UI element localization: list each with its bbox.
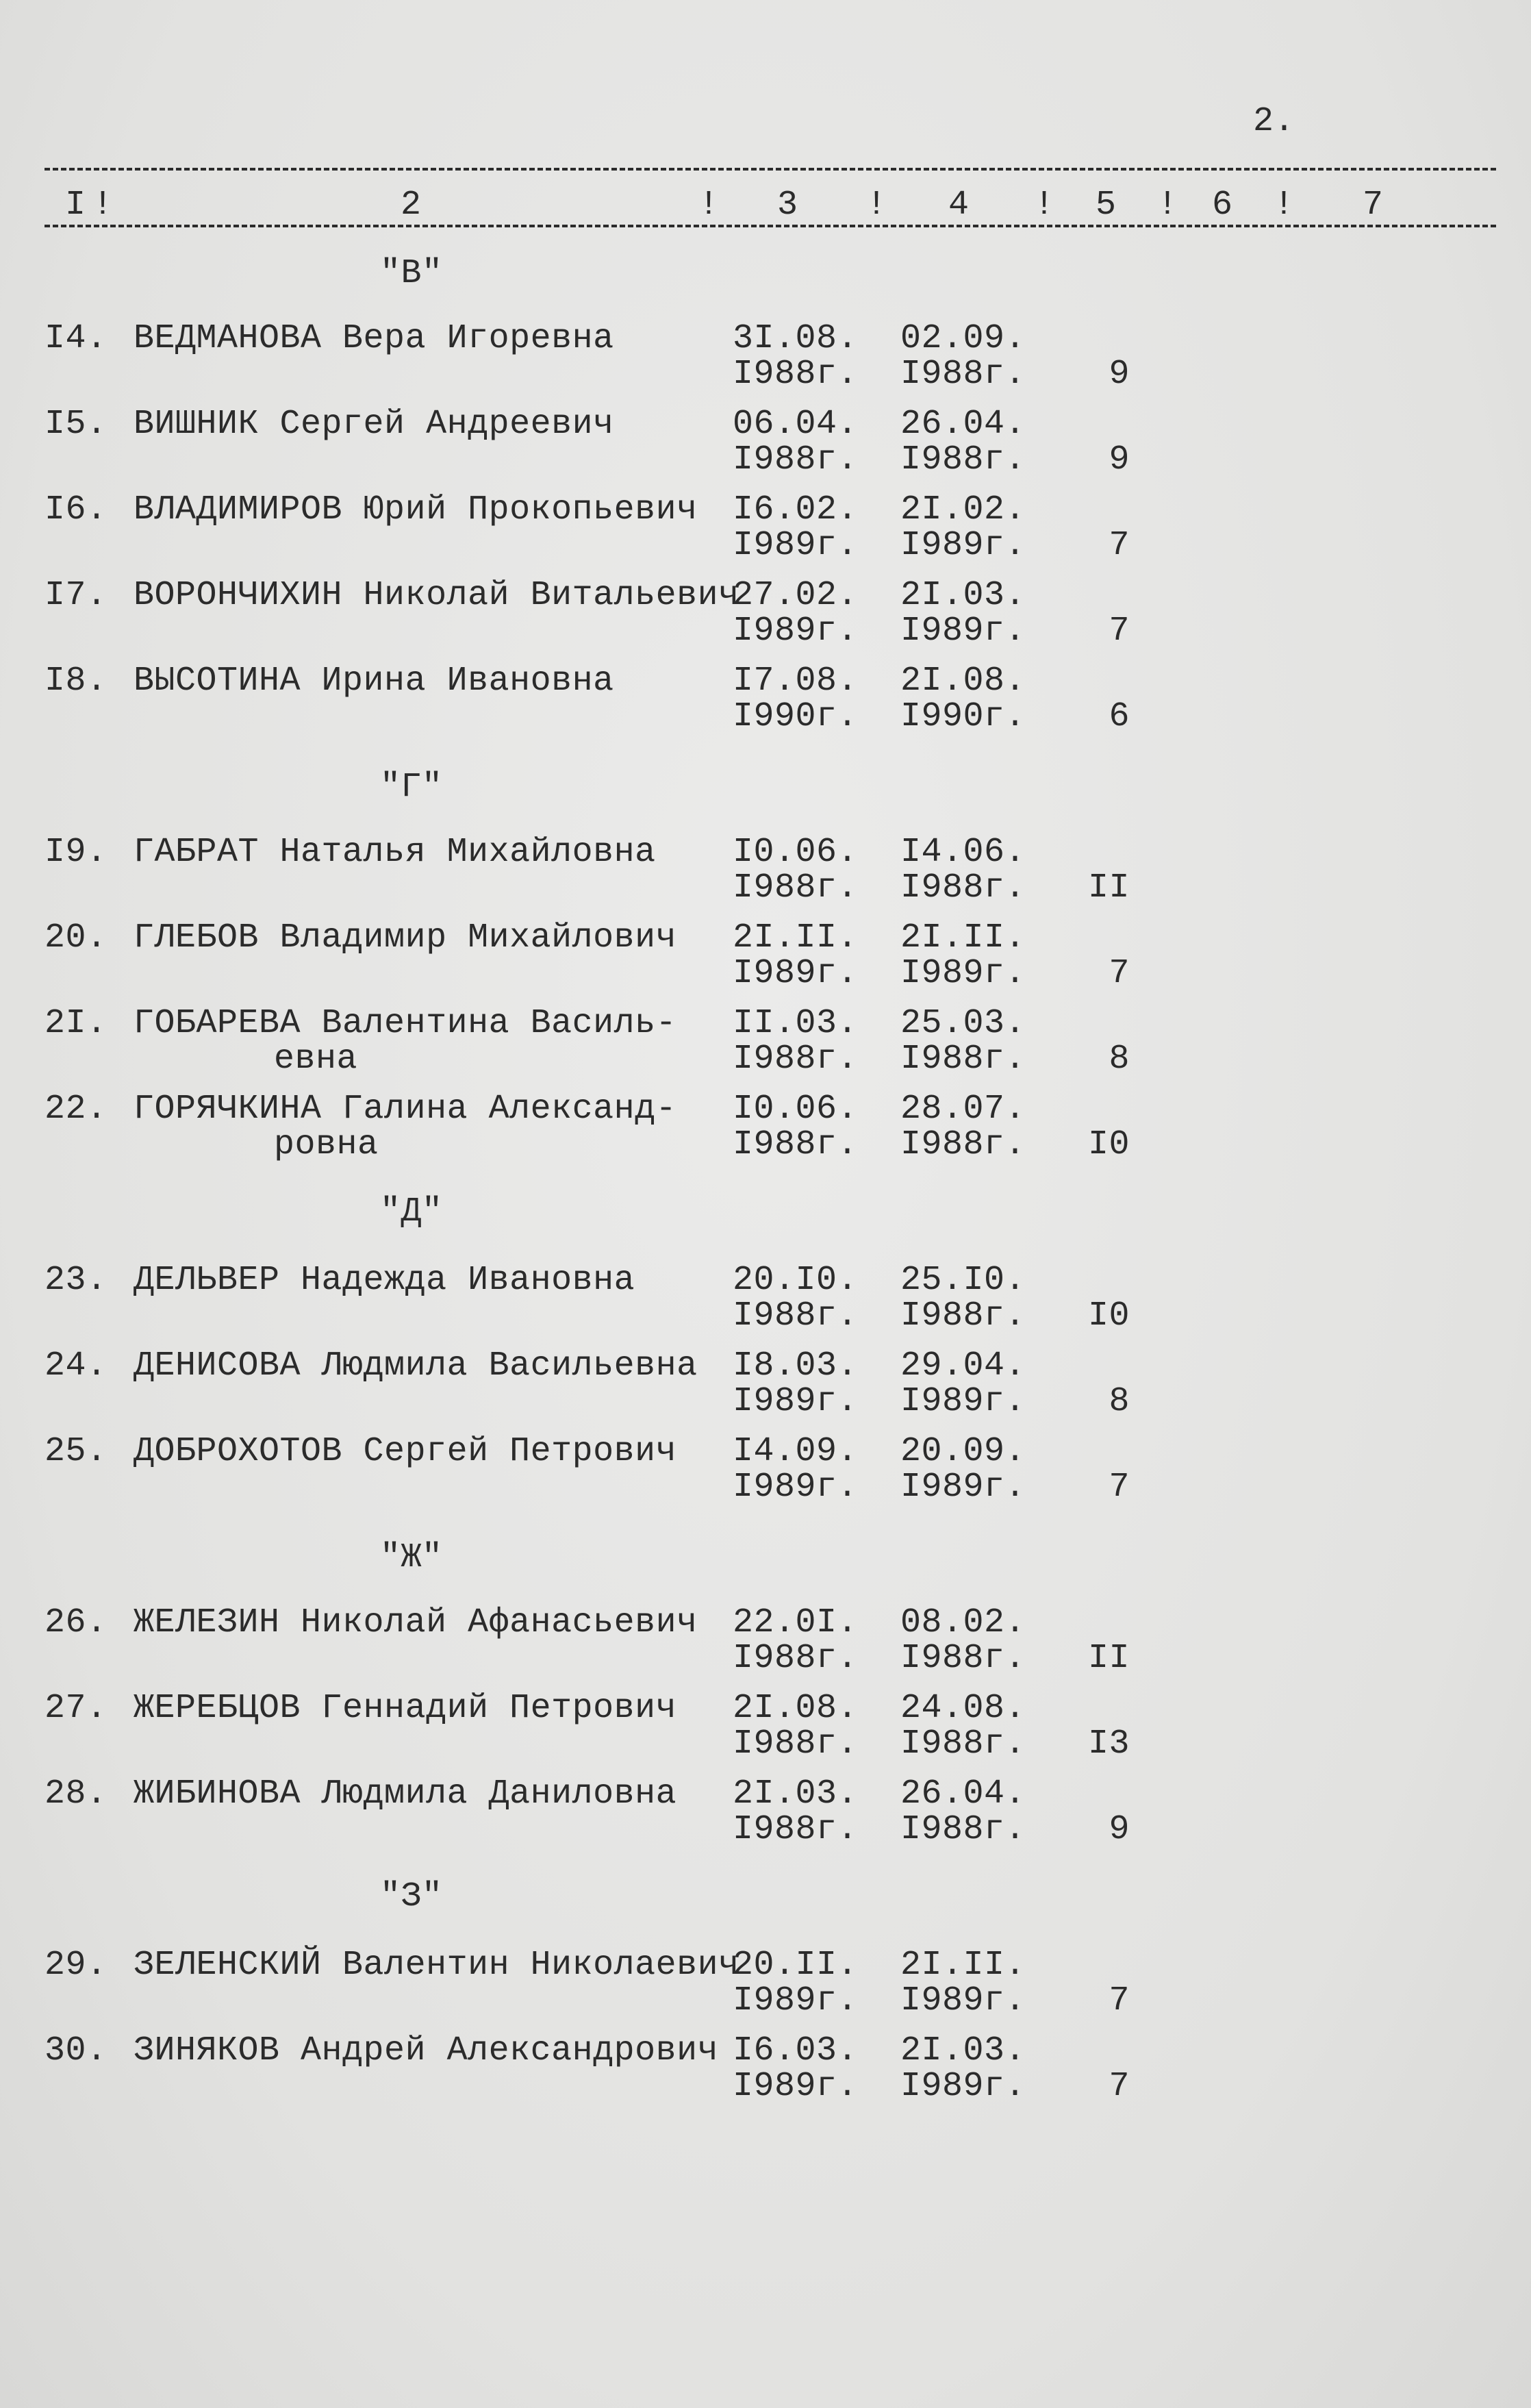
entry-name: ЖЕЛЕЗИН Николай Афанасьевич xyxy=(134,1603,698,1642)
entry-number: I8. xyxy=(45,662,107,701)
entry-date-end-year: I989г. xyxy=(900,612,1026,651)
entry-date-end-year: I989г. xyxy=(900,954,1026,993)
entry-date-end-year: I989г. xyxy=(900,526,1026,565)
entry-number: I7. xyxy=(45,576,107,615)
section-letter: "Ж" xyxy=(380,1538,443,1577)
entry-name: ДЕЛЬВЕР Надежда Ивановна xyxy=(134,1261,635,1300)
entry-date-start-year: I988г. xyxy=(733,1296,859,1335)
section-letter: "В" xyxy=(380,254,443,293)
entry-days-count: II xyxy=(1087,1639,1130,1678)
entry-date-end-year: I988г. xyxy=(900,440,1026,479)
entry-date-end-year: I989г. xyxy=(900,1382,1026,1421)
column-separator: ! xyxy=(1034,186,1055,225)
header-rule-bottom xyxy=(45,225,1496,227)
entry-date-end-day: 20.09. xyxy=(900,1432,1026,1471)
entry-name: ЖЕРЕБЦОВ Геннадий Петрович xyxy=(134,1689,677,1728)
page-number: 2. xyxy=(1253,102,1295,141)
entry-date-start-day: 20.I0. xyxy=(733,1261,859,1300)
entry-date-end-day: 2I.II. xyxy=(900,918,1026,957)
entry-name-continuation: ровна xyxy=(274,1125,379,1164)
entry-date-start-year: I988г. xyxy=(733,1040,859,1079)
entry-name-continuation: евна xyxy=(274,1040,358,1079)
column-separator: ! xyxy=(1157,186,1178,225)
entry-days-count: I3 xyxy=(1087,1725,1130,1764)
entry-name: ДОБРОХОТОВ Сергей Петрович xyxy=(134,1432,677,1471)
entry-date-start-day: 06.04. xyxy=(733,405,859,444)
entry-days-count: 8 xyxy=(1109,1382,1130,1421)
entry-date-end-day: 25.03. xyxy=(900,1004,1026,1043)
entry-date-start-day: 27.02. xyxy=(733,576,859,615)
entry-number: 29. xyxy=(45,1946,107,1985)
entry-date-start-year: I988г. xyxy=(733,1810,859,1849)
entry-date-start-year: I989г. xyxy=(733,1382,859,1421)
entry-date-start-day: I6.02. xyxy=(733,490,859,529)
entry-date-start-day: 2I.08. xyxy=(733,1689,859,1728)
entry-date-end-year: I988г. xyxy=(900,1040,1026,1079)
entry-name: ГОБАРЕВА Валентина Василь- xyxy=(134,1004,677,1043)
entry-number: 23. xyxy=(45,1261,107,1300)
entry-name: ВЛАДИМИРОВ Юрий Прокопьевич xyxy=(134,490,698,529)
entry-days-count: 9 xyxy=(1109,355,1130,394)
entry-days-count: 7 xyxy=(1109,954,1130,993)
entry-date-end-year: I988г. xyxy=(900,355,1026,394)
entry-date-end-day: 28.07. xyxy=(900,1090,1026,1129)
entry-number: 27. xyxy=(45,1689,107,1728)
entry-date-end-day: I4.06. xyxy=(900,833,1026,872)
entry-days-count: 7 xyxy=(1109,1468,1130,1507)
entry-number: I4. xyxy=(45,319,107,358)
entry-name: ДЕНИСОВА Людмила Васильевна xyxy=(134,1346,698,1385)
entry-date-end-day: 2I.08. xyxy=(900,662,1026,701)
entry-days-count: 7 xyxy=(1109,526,1130,565)
column-header-3: 3 xyxy=(777,186,798,225)
entry-date-start-year: I989г. xyxy=(733,612,859,651)
entry-number: I5. xyxy=(45,405,107,444)
entry-date-end-day: 02.09. xyxy=(900,319,1026,358)
entry-date-end-year: I988г. xyxy=(900,1810,1026,1849)
column-header-7: 7 xyxy=(1363,186,1384,225)
entry-date-start-year: I989г. xyxy=(733,954,859,993)
header-rule-top xyxy=(45,168,1496,171)
entry-date-start-year: I989г. xyxy=(733,2067,859,2106)
entry-days-count: I0 xyxy=(1087,1125,1130,1164)
entry-date-start-year: I989г. xyxy=(733,1468,859,1507)
entry-date-start-year: I988г. xyxy=(733,1639,859,1678)
entry-date-start-year: I990г. xyxy=(733,697,859,736)
entry-date-end-year: I989г. xyxy=(900,1981,1026,2020)
entry-date-end-day: 2I.03. xyxy=(900,2031,1026,2070)
entry-name: ВЕДМАНОВА Вера Игоревна xyxy=(134,319,614,358)
entry-date-end-year: I988г. xyxy=(900,1639,1026,1678)
entry-number: I9. xyxy=(45,833,107,872)
entry-date-end-year: I988г. xyxy=(900,1125,1026,1164)
column-header-4: 4 xyxy=(948,186,970,225)
entry-date-start-year: I988г. xyxy=(733,1725,859,1764)
entry-name: ГАБРАТ Наталья Михайловна xyxy=(134,833,656,872)
entry-number: I6. xyxy=(45,490,107,529)
column-header-1: I xyxy=(65,186,86,225)
column-separator: ! xyxy=(92,186,114,225)
entry-date-end-day: 2I.03. xyxy=(900,576,1026,615)
entry-number: 24. xyxy=(45,1346,107,1385)
entry-days-count: 7 xyxy=(1109,2067,1130,2106)
entry-date-start-day: 3I.08. xyxy=(733,319,859,358)
entry-number: 20. xyxy=(45,918,107,957)
entry-date-start-day: I8.03. xyxy=(733,1346,859,1385)
entry-date-end-day: 08.02. xyxy=(900,1603,1026,1642)
entry-date-start-day: 2I.II. xyxy=(733,918,859,957)
entry-days-count: 8 xyxy=(1109,1040,1130,1079)
entry-name: ЗЕЛЕНСКИЙ Валентин Николаевич xyxy=(134,1946,739,1985)
entry-name: ГЛЕБОВ Владимир Михайлович xyxy=(134,918,677,957)
column-separator: ! xyxy=(866,186,887,225)
entry-name: ВЫСОТИНА Ирина Ивановна xyxy=(134,662,614,701)
entry-name: ЗИНЯКОВ Андрей Александрович xyxy=(134,2031,719,2070)
entry-date-end-year: I989г. xyxy=(900,2067,1026,2106)
entry-date-start-day: I0.06. xyxy=(733,1090,859,1129)
entry-date-start-day: I6.03. xyxy=(733,2031,859,2070)
entry-name: ГОРЯЧКИНА Галина Александ- xyxy=(134,1090,677,1129)
entry-number: 26. xyxy=(45,1603,107,1642)
entry-date-end-day: 29.04. xyxy=(900,1346,1026,1385)
column-separator: ! xyxy=(698,186,720,225)
column-header-5: 5 xyxy=(1096,186,1117,225)
entry-date-end-day: 26.04. xyxy=(900,405,1026,444)
entry-days-count: I0 xyxy=(1087,1296,1130,1335)
entry-date-start-day: 20.II. xyxy=(733,1946,859,1985)
entry-days-count: 6 xyxy=(1109,697,1130,736)
entry-date-start-year: I989г. xyxy=(733,1981,859,2020)
entry-date-start-year: I989г. xyxy=(733,526,859,565)
entry-number: 22. xyxy=(45,1090,107,1129)
section-letter: "Г" xyxy=(380,768,443,807)
entry-date-start-year: I988г. xyxy=(733,868,859,907)
entry-number: 2I. xyxy=(45,1004,107,1043)
entry-date-start-year: I988г. xyxy=(733,1125,859,1164)
section-letter: "Д" xyxy=(380,1192,443,1231)
section-letter: "З" xyxy=(380,1877,443,1916)
entry-date-end-day: 2I.02. xyxy=(900,490,1026,529)
entry-date-end-year: I990г. xyxy=(900,697,1026,736)
entry-date-start-day: I4.09. xyxy=(733,1432,859,1471)
column-header-2: 2 xyxy=(401,186,422,225)
entry-number: 30. xyxy=(45,2031,107,2070)
entry-date-start-day: II.03. xyxy=(733,1004,859,1043)
entry-name: ВИШНИК Сергей Андреевич xyxy=(134,405,614,444)
entry-date-start-day: I0.06. xyxy=(733,833,859,872)
entry-name: ВОРОНЧИХИН Николай Витальевич xyxy=(134,576,739,615)
column-separator: ! xyxy=(1274,186,1295,225)
entry-days-count: II xyxy=(1087,868,1130,907)
entry-number: 25. xyxy=(45,1432,107,1471)
entry-date-start-day: 22.0I. xyxy=(733,1603,859,1642)
entry-date-end-year: I989г. xyxy=(900,1468,1026,1507)
entry-date-end-day: 2I.II. xyxy=(900,1946,1026,1985)
entry-number: 28. xyxy=(45,1774,107,1814)
entry-date-start-year: I988г. xyxy=(733,440,859,479)
column-header-6: 6 xyxy=(1212,186,1233,225)
entry-date-end-year: I988г. xyxy=(900,1725,1026,1764)
entry-date-end-day: 25.I0. xyxy=(900,1261,1026,1300)
entry-days-count: 7 xyxy=(1109,612,1130,651)
entry-date-end-day: 26.04. xyxy=(900,1774,1026,1814)
entry-date-start-day: 2I.03. xyxy=(733,1774,859,1814)
entry-date-end-day: 24.08. xyxy=(900,1689,1026,1728)
entry-date-start-year: I988г. xyxy=(733,355,859,394)
entry-date-end-year: I988г. xyxy=(900,1296,1026,1335)
entry-days-count: 9 xyxy=(1109,1810,1130,1849)
entry-days-count: 7 xyxy=(1109,1981,1130,2020)
entry-date-start-day: I7.08. xyxy=(733,662,859,701)
entry-date-end-year: I988г. xyxy=(900,868,1026,907)
entry-name: ЖИБИНОВА Людмила Даниловна xyxy=(134,1774,677,1814)
entry-days-count: 9 xyxy=(1109,440,1130,479)
